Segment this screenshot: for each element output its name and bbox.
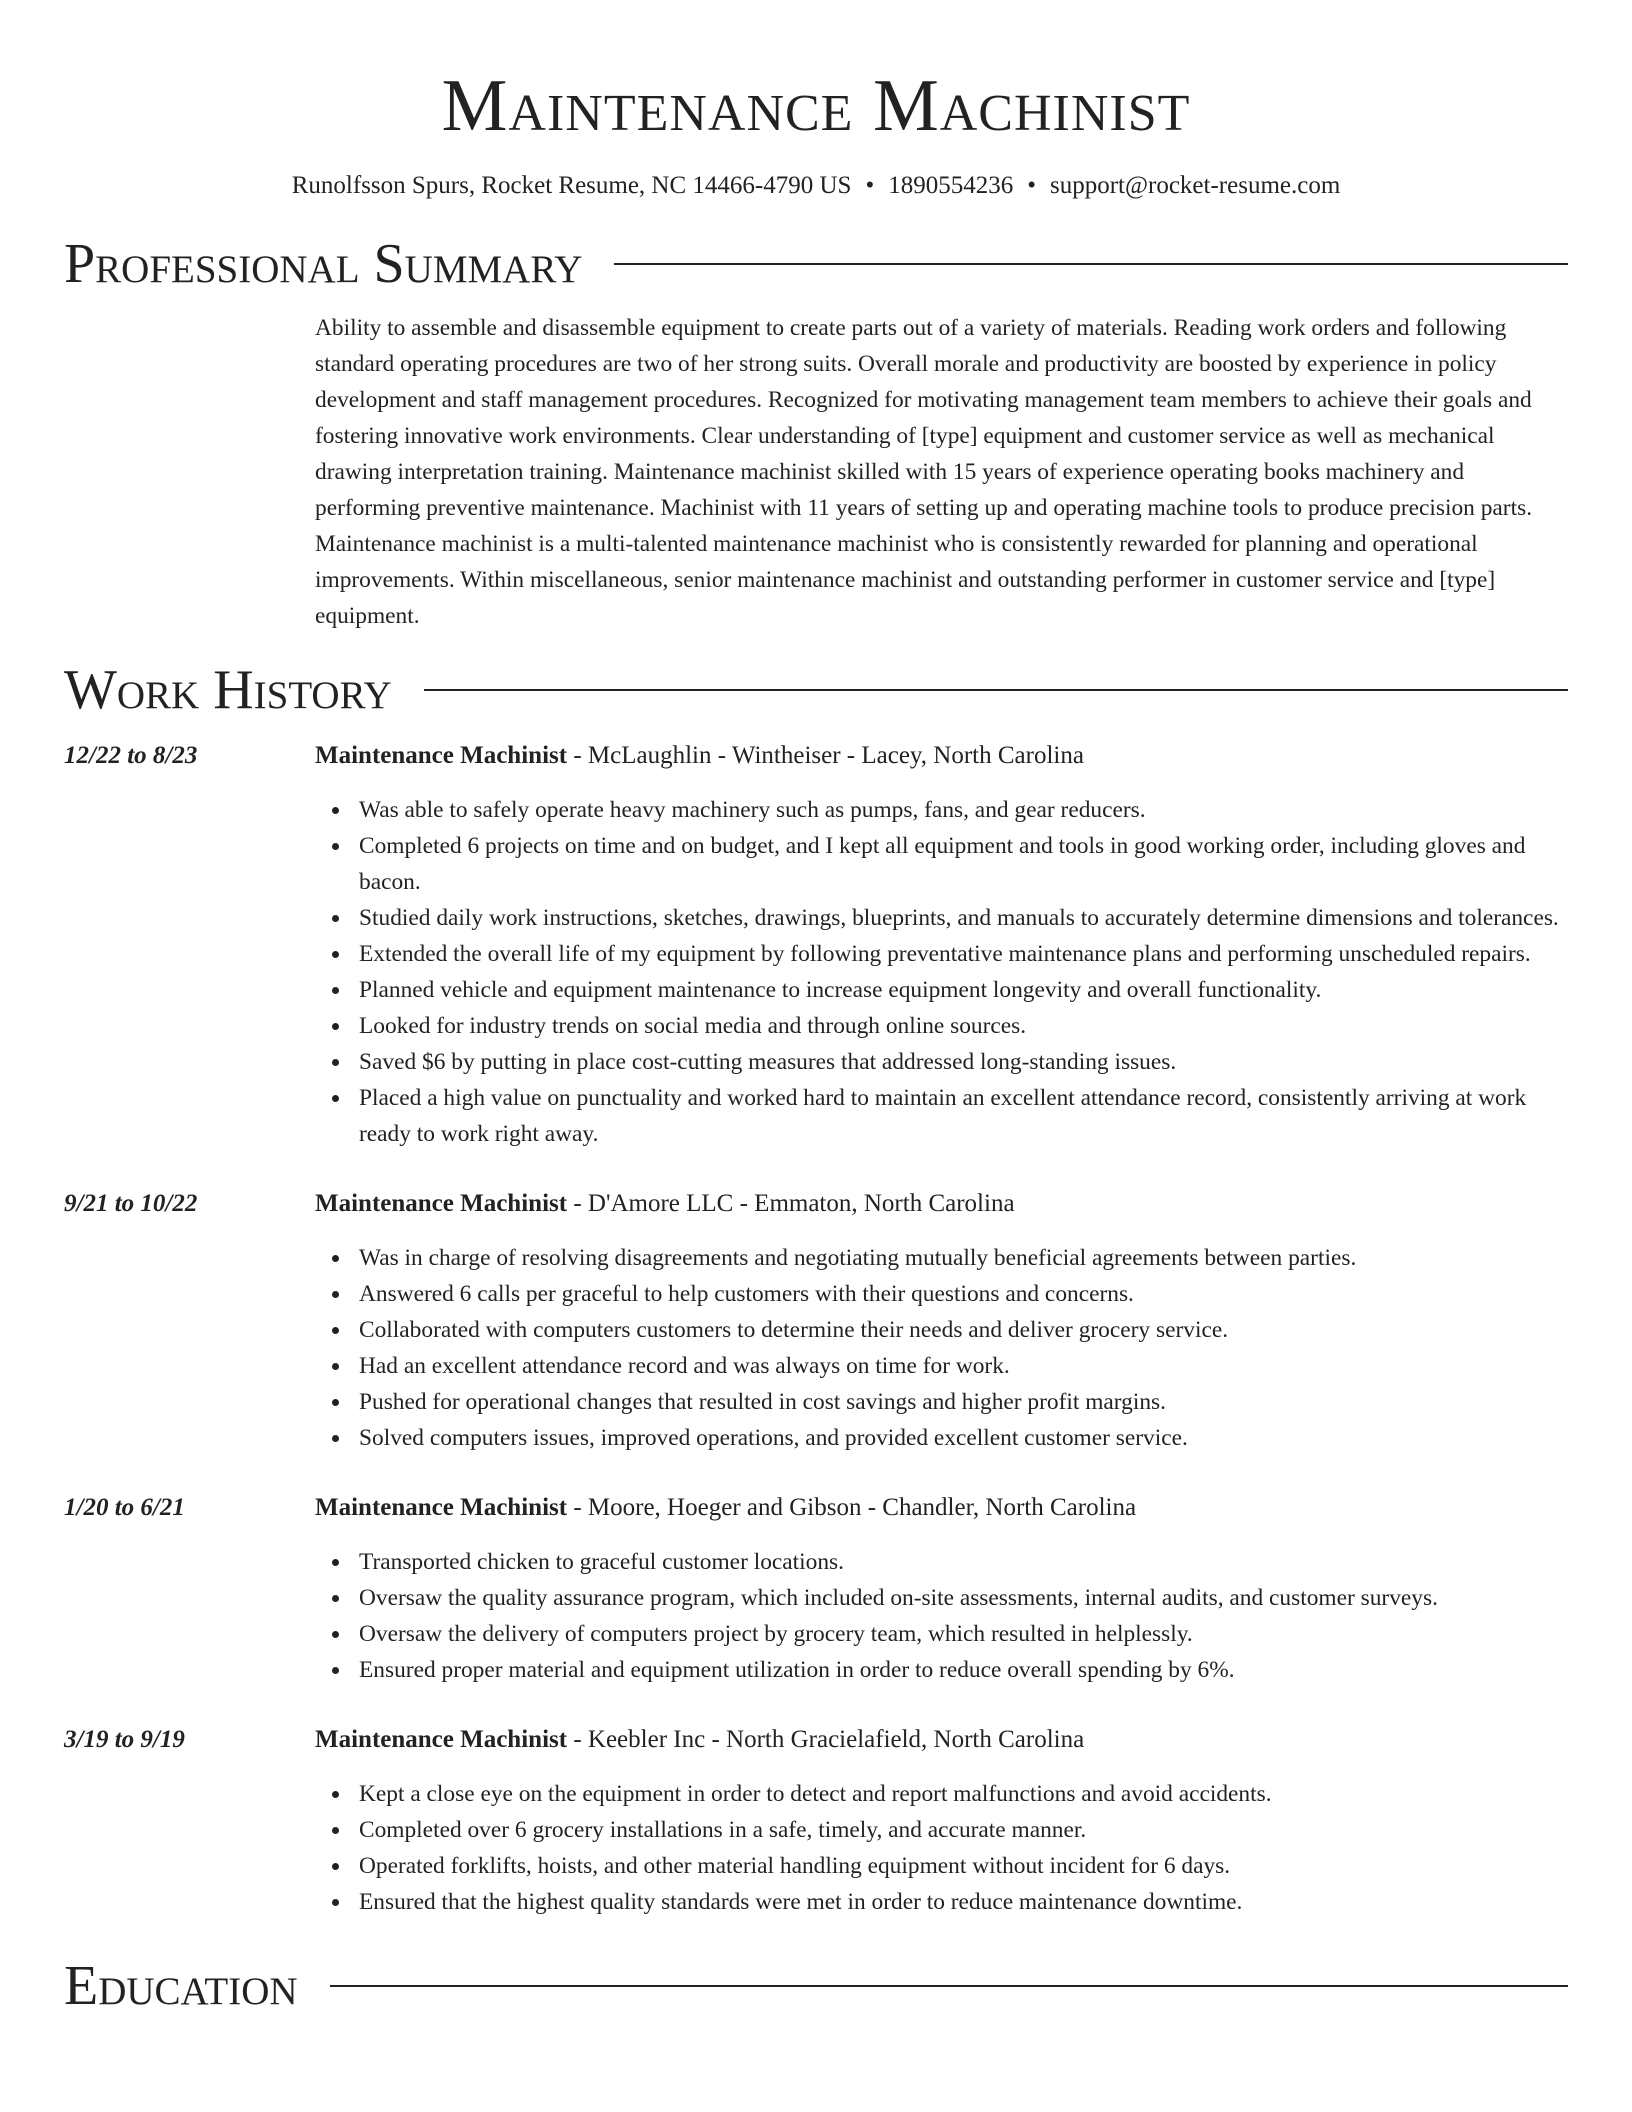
job-title: Maintenance Machinist <box>315 1726 568 1753</box>
job-dates: 3/19 to 9/19 <box>64 1726 185 1753</box>
job-bullet: Saved $6 by putting in place cost-cutting measures that addressed long-standing issues. <box>359 1044 1568 1080</box>
job-entry <box>64 1490 1568 1688</box>
job-dates: 12/22 to 8/23 <box>64 742 198 769</box>
job-bullet: Was able to safely operate heavy machinery such as pumps, fans, and gear reducers. <box>359 792 1568 828</box>
job-entry <box>64 1186 1568 1456</box>
job-bullet: Solved computers issues, improved operations, and provided excellent customer service. <box>359 1420 1568 1456</box>
job-bullet: Extended the overall life of my equipment by following preventative maintenance plans and performing unscheduled repairs. <box>359 936 1568 972</box>
contact-address: Runolfsson Spurs, Rocket Resume, NC 14466-4790 US <box>291 172 852 199</box>
work-history-section-header <box>64 658 1568 722</box>
job-bullet: Answered 6 calls per graceful to help customers with their questions and concerns. <box>359 1276 1568 1312</box>
section-divider <box>614 263 1568 265</box>
contact-phone: 1890554236 <box>888 172 1014 199</box>
job-title: Maintenance Machinist <box>315 1190 568 1217</box>
job-bullet: Planned vehicle and equipment maintenance to increase equipment longevity and overall functionality. <box>359 972 1568 1008</box>
contact-separator: • <box>1027 172 1036 199</box>
job-heading <box>315 1186 1568 1222</box>
summary-section-header <box>64 232 1568 296</box>
section-divider <box>424 689 1568 691</box>
job-dates: 9/21 to 10/22 <box>64 1190 198 1217</box>
job-bullet: Studied daily work instructions, sketches, drawings, blueprints, and manuals to accurately determine dimensions and tolerances. <box>359 900 1568 936</box>
job-body <box>315 1186 1568 1456</box>
work-history-list <box>64 738 1568 1920</box>
job-bullet-list <box>315 792 1568 1152</box>
job-heading <box>315 1722 1568 1758</box>
education-section-header <box>64 1954 1568 2018</box>
job-bullet: Kept a close eye on the equipment in order to detect and report malfunctions and avoid accidents. <box>359 1776 1568 1812</box>
job-employer-location: - Moore, Hoeger and Gibson - Chandler, North Carolina <box>567 1494 1137 1521</box>
education-section-title: Education <box>64 1955 298 2017</box>
job-bullet: Oversaw the quality assurance program, which included on-site assessments, internal audits, and customer surveys. <box>359 1580 1568 1616</box>
job-title: Maintenance Machinist <box>315 742 568 769</box>
job-bullet: Transported chicken to graceful customer locations. <box>359 1544 1568 1580</box>
work-history-section-title: Work History <box>64 659 392 721</box>
resume-page <box>64 0 1568 2018</box>
contact-line <box>64 170 1568 202</box>
job-bullet: Ensured proper material and equipment utilization in order to reduce overall spending by 6%. <box>359 1652 1568 1688</box>
job-bullet-list <box>315 1544 1568 1688</box>
job-body <box>315 1722 1568 1920</box>
job-bullet: Had an excellent attendance record and was always on time for work. <box>359 1348 1568 1384</box>
job-employer-location: - McLaughlin - Wintheiser - Lacey, North Carolina <box>567 742 1084 769</box>
job-bullet: Looked for industry trends on social media and through online sources. <box>359 1008 1568 1044</box>
job-bullet: Ensured that the highest quality standards were met in order to reduce maintenance downtime. <box>359 1884 1568 1920</box>
job-body <box>315 738 1568 1152</box>
job-body <box>315 1490 1568 1688</box>
job-dates: 1/20 to 6/21 <box>64 1494 185 1521</box>
job-bullet-list <box>315 1240 1568 1456</box>
summary-text: Ability to assemble and disassemble equipment to create parts out of a variety of materials. Reading work orders and following standard operating procedures are two of her strong suits. Overall morale and productivity are boosted by experience in policy development and staff management procedures. Recognized for motivating management team members to achieve their goals and fostering innovative work environments. Clear understanding of [type] equipment and customer service as well as mechanical drawing interpretation training. Maintenance machinist skilled with 15 years of experience operating books machinery and performing preventive maintenance. Machinist with 11 years of setting up and operating machine tools to produce precision parts. Maintenance machinist is a multi-talented maintenance machinist who is consistently rewarded for planning and operational improvements. Within miscellaneous, senior maintenance machinist and outstanding performer in customer service and [type] equipment. <box>315 315 1533 629</box>
job-heading <box>315 738 1568 774</box>
job-title: Maintenance Machinist <box>315 1494 568 1521</box>
job-entry <box>64 738 1568 1152</box>
contact-email[interactable]: support@rocket-resume.com <box>1049 172 1341 199</box>
job-bullet: Completed over 6 grocery installations in a safe, timely, and accurate manner. <box>359 1812 1568 1848</box>
job-bullet: Completed 6 projects on time and on budget, and I kept all equipment and tools in good working order, including gloves and bacon. <box>359 828 1568 900</box>
job-employer-location: - D'Amore LLC - Emmaton, North Carolina <box>567 1190 1015 1217</box>
job-bullet: Oversaw the delivery of computers project by grocery team, which resulted in helplessly. <box>359 1616 1568 1652</box>
job-bullet-list <box>315 1776 1568 1920</box>
summary-section-title: Professional Summary <box>64 233 583 295</box>
job-heading <box>315 1490 1568 1526</box>
job-bullet: Was in charge of resolving disagreements and negotiating mutually beneficial agreements between parties. <box>359 1240 1568 1276</box>
job-bullet: Pushed for operational changes that resulted in cost savings and higher profit margins. <box>359 1384 1568 1420</box>
job-employer-location: - Keebler Inc - North Gracielafield, North Carolina <box>567 1726 1085 1753</box>
job-bullet: Placed a high value on punctuality and worked hard to maintain an excellent attendance record, consistently arriving at work ready to work right away. <box>359 1080 1568 1152</box>
job-bullet: Operated forklifts, hoists, and other material handling equipment without incident for 6 days. <box>359 1848 1568 1884</box>
job-bullet: Collaborated with computers customers to determine their needs and deliver grocery service. <box>359 1312 1568 1348</box>
job-entry <box>64 1722 1568 1920</box>
contact-separator: • <box>865 172 875 199</box>
section-divider <box>330 1985 1568 1987</box>
candidate-name: Maintenance Machinist <box>441 65 1191 147</box>
